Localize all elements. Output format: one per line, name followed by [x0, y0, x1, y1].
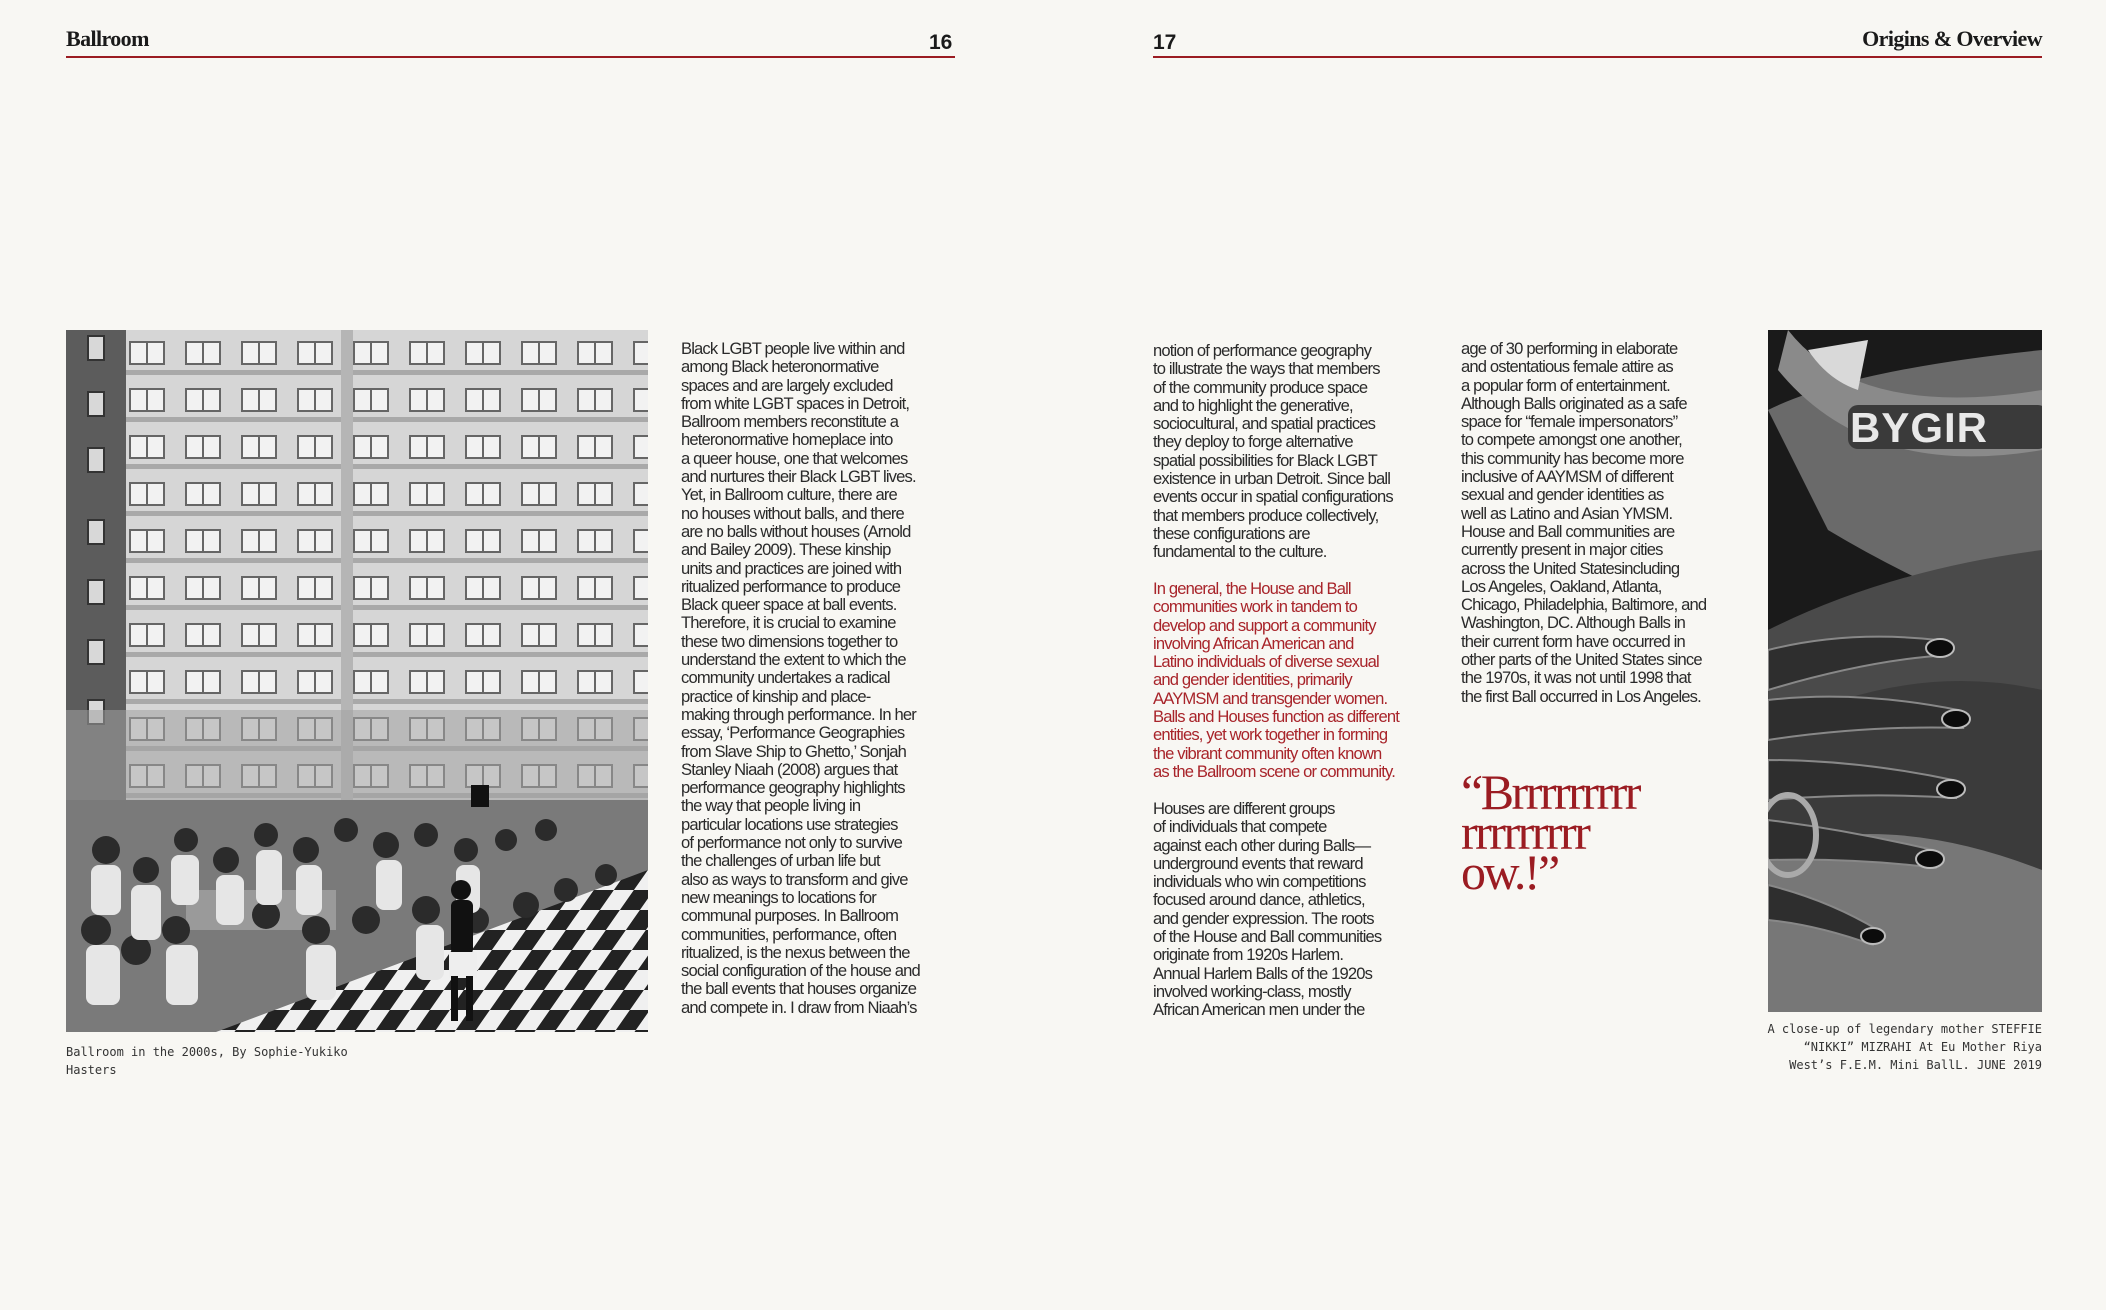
ballroom-crowd-photo: [66, 330, 648, 1032]
right-running-head: Origins & Overview: [1862, 26, 2042, 51]
left-photo-caption: Ballroom in the 2000s, By Sophie-Yukiko Hasters: [66, 1045, 348, 1077]
right-col1-highlight-paragraph: In general, the House and Ball communities work in tandem to develop and support a community involving African American and Latino individuals of diverse sexual and gender identities, primarily AAYMSM and transgender women. Balls and Houses function as different entities, yet work together in forming the vibrant community often known as the Ballroom scene or community.: [1153, 579, 1399, 781]
right-photo-caption: A close-up of legendary mother STEFFIE “NIKKI” MIZRAHI At Eu Mother Riya West’s F.E.M. Mini BallL. JUNE 2019: [1767, 1022, 2042, 1072]
left-running-head: Ballroom: [66, 26, 149, 51]
necklace-text: BYGIR: [1850, 404, 1989, 451]
right-col2-paragraph: age of 30 performing in elaborate and ostentatious female attire as a popular form of entertainment. Although Balls originated as a safe space for “female impersonators” to compete amongst one another, this community has become more inclusive of AAYMSM of different sexual and gender identities as well as Latino and Asian YMSM. House and Ball communities are currently present in major cities across the United Statesincluding Los Angeles, Oakland, Atlanta, Chicago, Philadelphia, Baltimore, and Washington, DC. Although Balls in their current form have occurred in other parts of the United States since the 1970s, it was not until 1998 that the first Ball occurred in Los Angeles.: [1461, 339, 1707, 706]
left-page-number: 16: [929, 31, 953, 54]
mother-closeup-photo: [1768, 330, 2042, 1012]
necklace-hand-illustration: [1768, 330, 2042, 1012]
left-body-column: Black LGBT people live within and among Black heteronormative spaces and are largely excluded from white LGBT spaces in Detroit, Ballroom members reconstitute a heteronormative homeplace into a queer house, one that welcomes and nurtures their Black LGBT lives. Yet, in Ballroom culture, there are no houses without balls, and there are no balls without houses (Arnold and Bailey 2009). These kinship units and practices are joined with ritualized performance to produce Black queer space at ball events. Therefore, it is crucial to examine these two dimensions together to understand the extent to which the community undertakes a radical practice of kinship and place- making through performance. In her essay, ‘Performance Geographies from Slave Ship to Ghetto,’ Sonjah Stanley Niaah (2008) argues that performance geography highlights the way that people living in particular locations use strategies of performance not only to survive the challenges of urban life but also as ways to transform and give new meanings to locations for communal purposes. In Ballroom communities, performance, often ritualized, is the nexus between the social configuration of the house and the ball events that houses organize and compete in. I draw from Niaah’s: [681, 339, 920, 1017]
necklace: [1848, 404, 2042, 451]
right-col1-paragraph-3: Houses are different groups of individuals that compete against each other during Balls— underground events that reward individuals who win competitions focused around dance, athletics, and gender expression. The roots of the House and Ball communities originate from 1920s Harlem. Annual Harlem Balls of the 1920s involved working-class, mostly African American men under the: [1153, 799, 1382, 1020]
right-page-number: 17: [1153, 31, 1177, 54]
pull-quote: “Brrrrrrrrr rrrrrrrrr ow.!”: [1461, 764, 1639, 900]
right-header-rule: [1153, 56, 2042, 58]
right-col1-paragraph-1: notion of performance geography to illustrate the ways that members of the community produce space and to highlight the generative, sociocultural, and spatial practices they deploy to forge alternative spatial possibilities for Black LGBT existence in urban Detroit. Since ball events occur in spatial configurations that members produce collectively, these configurations are fundamental to the culture.: [1153, 341, 1393, 562]
ballroom-crowd-illustration: [66, 330, 648, 1032]
left-header-rule: [66, 56, 955, 58]
